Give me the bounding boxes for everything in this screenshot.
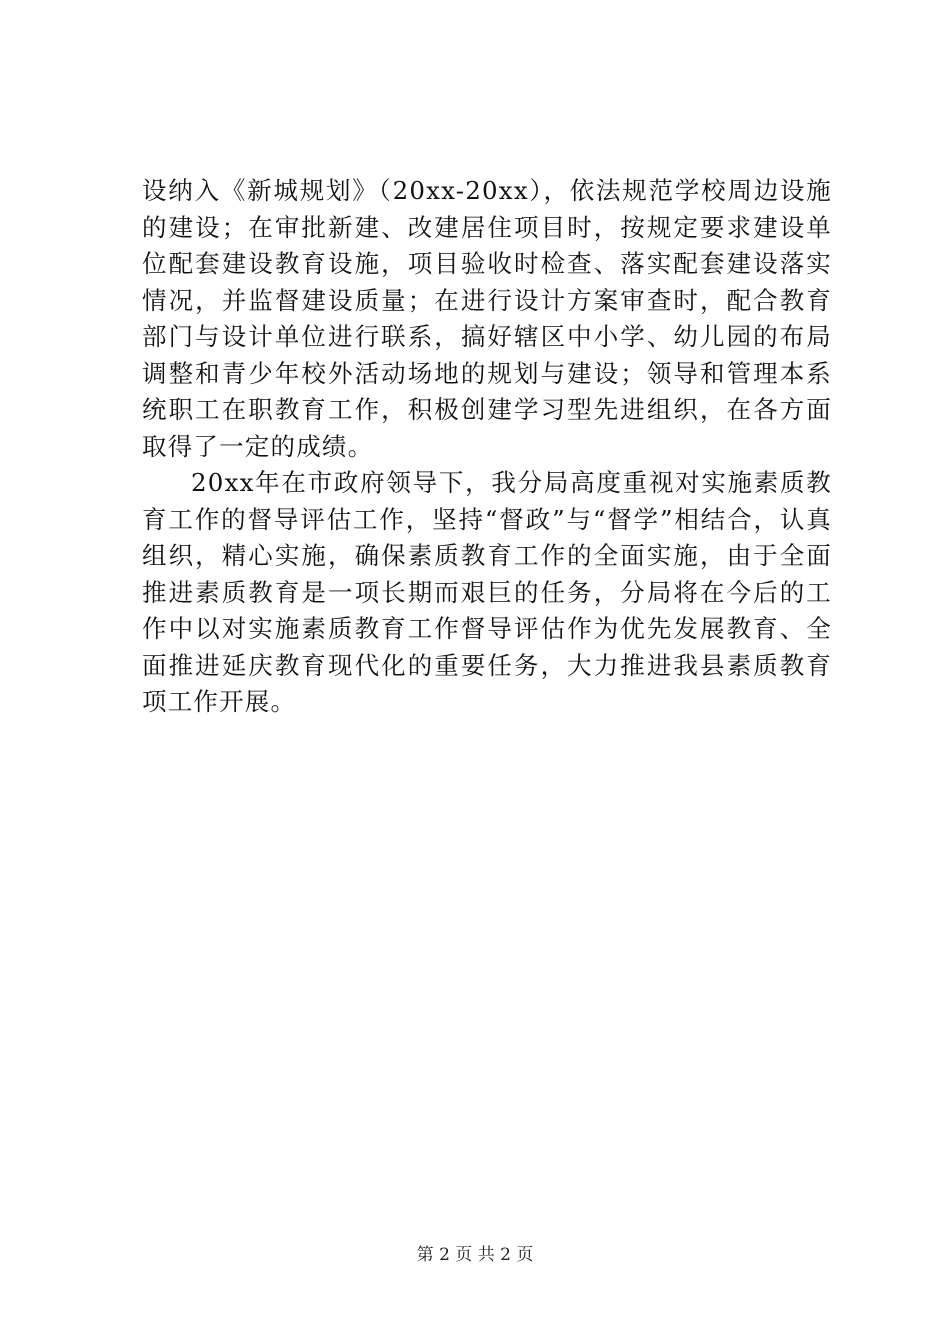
paragraph-1: 设纳入《新城规划》（20xx-20xx），依法规范学校周边设施的建设；在审批新建、改建居住项目时，按规定要求建设单位配套建设教育设施，项目验收时检查、落实配套建设落实情况，并监督建设质量；在进行设计方案审查时，配合教育部门与设计单位进行联系，搞好辖区中小学、幼儿园的布局调整和青少年校外活动场地的规划与建设；领导和管理本系统职工在职教育工作，积极创建学习型先进组织，在各方面取得了一定的成绩。 <box>142 176 832 461</box>
document-body <box>142 173 832 721</box>
page-footer: 第 2 页 共 2 页 <box>416 1245 534 1265</box>
paragraph-2: 20xx年在市政府领导下，我分局高度重视对实施素质教育工作的督导评估工作，坚持“督政”与“督学”相结合，认真组织，精心实施，确保素质教育工作的全面实施，由于全面推进素质教育是一项长期而艰巨的任务，分局将在今后的工作中以对实施素质教育工作督导评估作为优先发展教育、全面推进延庆教育现代化的重要任务，大力推进我县素质教育项工作开展。 <box>142 468 832 716</box>
